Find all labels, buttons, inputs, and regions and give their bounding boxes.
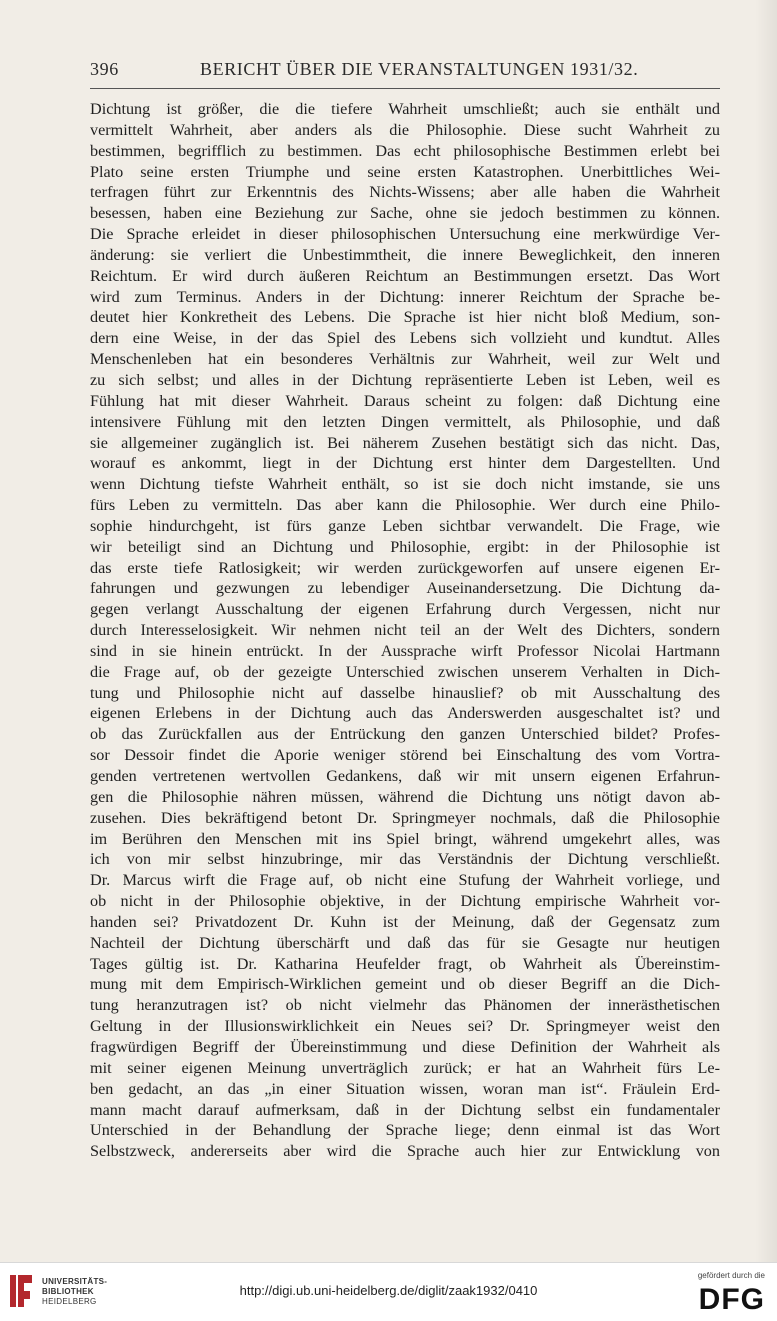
text-line: wenn Dichtung tiefste Wahrheit enthält, so ist sie doch nicht imstande, sie uns (90, 475, 720, 494)
text-line: mit seiner eigenen Meinung unverträglich zurück; er hat an Wahrheit fürs Le- (90, 1058, 720, 1077)
text-line: sie allgemeiner zugänglich ist. Bei näherem Zusehen bestätigt sich das nicht. Das, (90, 433, 720, 452)
text-line: sor Dessoir findet die Aporie weniger störend bei Einschaltung des vom Vortra- (90, 746, 720, 765)
text-line: intensivere Fühlung mit den letzten Dingen vermittelt, als Philosophie, und daß (90, 412, 720, 431)
text-line: wird zum Terminus. Anders in der Dichtung: innerer Reichtum der Sprache be- (90, 287, 720, 306)
text-line: wir beteiligt sind an Dichtung und Philosophie, ergibt: in der Philosophie ist (90, 537, 720, 556)
text-line: die Frage auf, ob der gezeigte Unterschied zwischen unserem Verhalten in Dich- (90, 662, 720, 681)
text-line: fahrungen und gezwungen zu lebendiger Auseinandersetzung. Die Dichtung da- (90, 579, 720, 598)
text-line: eigenen Erlebens in der Dichtung auch das Anderswerden ausgeschaltet ist? und (90, 704, 720, 723)
text-line: Plato seine ersten Triumphe und seine ersten Katastrophen. Unerbittliches Wei- (90, 162, 720, 181)
body-text (90, 99, 720, 1162)
text-line: Menschenleben hat ein besonderes Verhältnis zur Wahrheit, weil zur Welt und (90, 350, 720, 369)
text-line: sophie hindurchgeht, ist fürs ganze Leben sichtbar verwandelt. Die Frage, wie (90, 516, 720, 535)
running-title: BERICHT ÜBER DIE VERANSTALTUNGEN 1931/32. (200, 59, 639, 79)
page-edge-shadow (755, 0, 777, 1262)
header-rule (90, 88, 720, 89)
dfg-caption: gefördert durch die (697, 1271, 765, 1280)
permalink-url[interactable]: http://digi.ub.uni-heidelberg.de/diglit/zaak1932/0410 (239, 1283, 538, 1298)
text-line: Unterschied in der Behandlung der Sprache liege; denn einmal ist das Wort (90, 1121, 720, 1140)
text-line: zusehen. Dies bekräftigend betont Dr. Springmeyer nochmals, daß die Philosophie (90, 808, 720, 827)
text-line: genden vertretenen wertvollen Gedankens, daß wir mit unsern eigenen Erfahrun- (90, 767, 720, 785)
text-line: Nachteil der Dichtung überschärft und daß das für sie Gesagte nur heutigen (90, 933, 720, 952)
footer-bar (0, 1262, 777, 1321)
text-line: Tages gültig ist. Dr. Katharina Heufelder fragt, ob Wahrheit als Übereinstim- (90, 954, 720, 973)
text-line: zu sich selbst; und alles in der Dichtung repräsentierte Leben ist Leben, weil es (90, 370, 720, 389)
text-line: ich von mir selbst hinzubringe, mir das Verständnis der Dichtung verschließt. (90, 850, 720, 869)
text-line: tung und Philosophie nicht auf dasselbe hinauslief? ob mit Ausschaltung des (90, 683, 720, 702)
text-line: ob das Zurückfallen aus der Entrückung den ganzen Unterschied bildet? Profes- (90, 725, 720, 744)
text-line: Reichtum. Er wird durch äußeren Reichtum an Bestimmungen ersetzt. Das Wort (90, 266, 720, 285)
text-line: im Berühren den Menschen mit ins Spiel bringt, während umgekehrt alles, was (90, 829, 720, 848)
text-line: Selbstzweck, andererseits aber wird die Sprache auch hier zur Entwicklung von (90, 1142, 720, 1161)
text-line: fürs Leben zu vermitteln. Das aber kann die Philosophie. Wer durch eine Philo- (90, 496, 720, 515)
text-line: das erste tiefe Ratlosigkeit; wir werden zurückgeworfen auf unsere eigenen Er- (90, 558, 720, 577)
text-line: bestimmen, begrifflich zu bestimmen. Das echt philosophische Bestimmen erlebt bei (90, 141, 720, 160)
text-line: mung mit dem Empirisch-Wirklichen gemeint und ob dieser Begriff an die Dich- (90, 975, 720, 994)
text-line: tung heranzutragen ist? ob nicht vielmehr das Phänomen der innerästhetischen (90, 996, 720, 1015)
text-line: Fühlung hat mit dieser Wahrheit. Daraus scheint zu folgen: daß Dichtung eine (90, 391, 720, 410)
text-line: Dr. Marcus wirft die Frage auf, ob nicht eine Stufung der Wahrheit vorliege, und (90, 871, 720, 890)
text-line: fragwürdigen Begriff der Übereinstimmung und diese Definition der Wahrheit als (90, 1037, 720, 1056)
text-line: vermittelt Wahrheit, aber anders als die Philosophie. Diese sucht Wahrheit zu (90, 120, 720, 139)
text-line: sind in sie hinein entrückt. In der Aussprache wirft Professor Nicolai Hartmann (90, 641, 720, 660)
text-line: ob nicht in der Philosophie objektive, in der Dichtung empirische Wahrheit vor- (90, 892, 720, 911)
page-number: 396 (90, 59, 119, 79)
library-line-1: UNIVERSITÄTS- (42, 1277, 108, 1286)
text-line: Dichtung ist größer, die die tiefere Wahrheit umschließt; auch sie enthält und (90, 100, 720, 118)
text-line: terfragen führt zur Erkenntnis des Nichts-Wissens; aber alle haben die Wahrheit (90, 183, 720, 202)
text-line: deutet hier Konkretheit des Lebens. Die Sprache ist hier nicht bloß Medium, son- (90, 308, 720, 327)
text-line: änderung: sie verliert die Unbestimmtheit, die innere Beweglichkeit, den inneren (90, 245, 720, 264)
text-line: ben gedacht, an das „in einer Situation wissen, woran man ist“. Fräulein Erd- (90, 1079, 720, 1098)
text-line: durch Interesselosigkeit. Wir nehmen nicht teil an der Welt des Dichters, sondern (90, 621, 720, 640)
text-line: Geltung in der Illusionswirklichkeit ein Neues sei? Dr. Springmeyer weist den (90, 1017, 720, 1036)
text-line: dern eine Weise, in der das Spiel des Lebens sich vollzieht und kundtut. Alles (90, 329, 720, 348)
text-line: worauf es ankommt, liegt in der Dichtung erst hinter dem Dargestellten. Und (90, 454, 720, 473)
text-line: gen die Philosophie nähren müssen, während die Dichtung uns nötigt davon ab- (90, 787, 720, 806)
text-line: handen sei? Privatdozent Dr. Kuhn ist der Meinung, daß der Gegensatz zum (90, 912, 720, 931)
text-line: gegen verlangt Ausschaltung der eigenen Erfahrung durch Vergessen, nicht nur (90, 600, 720, 619)
text-line: besessen, haben eine Beziehung zur Sache, ohne sie jedoch bestimmen zu können. (90, 204, 720, 223)
library-line-3: HEIDELBERG (42, 1297, 97, 1306)
text-line: mann macht darauf aufmerksam, daß in der Dichtung selbst ein fundamentaler (90, 1100, 720, 1119)
library-line-2: BIBLIOTHEK (42, 1287, 94, 1296)
text-line: Die Sprache erleidet in dieser philosophischen Untersuchung eine merkwürdige Ver- (90, 225, 720, 244)
dfg-logo: DFG (698, 1283, 765, 1316)
